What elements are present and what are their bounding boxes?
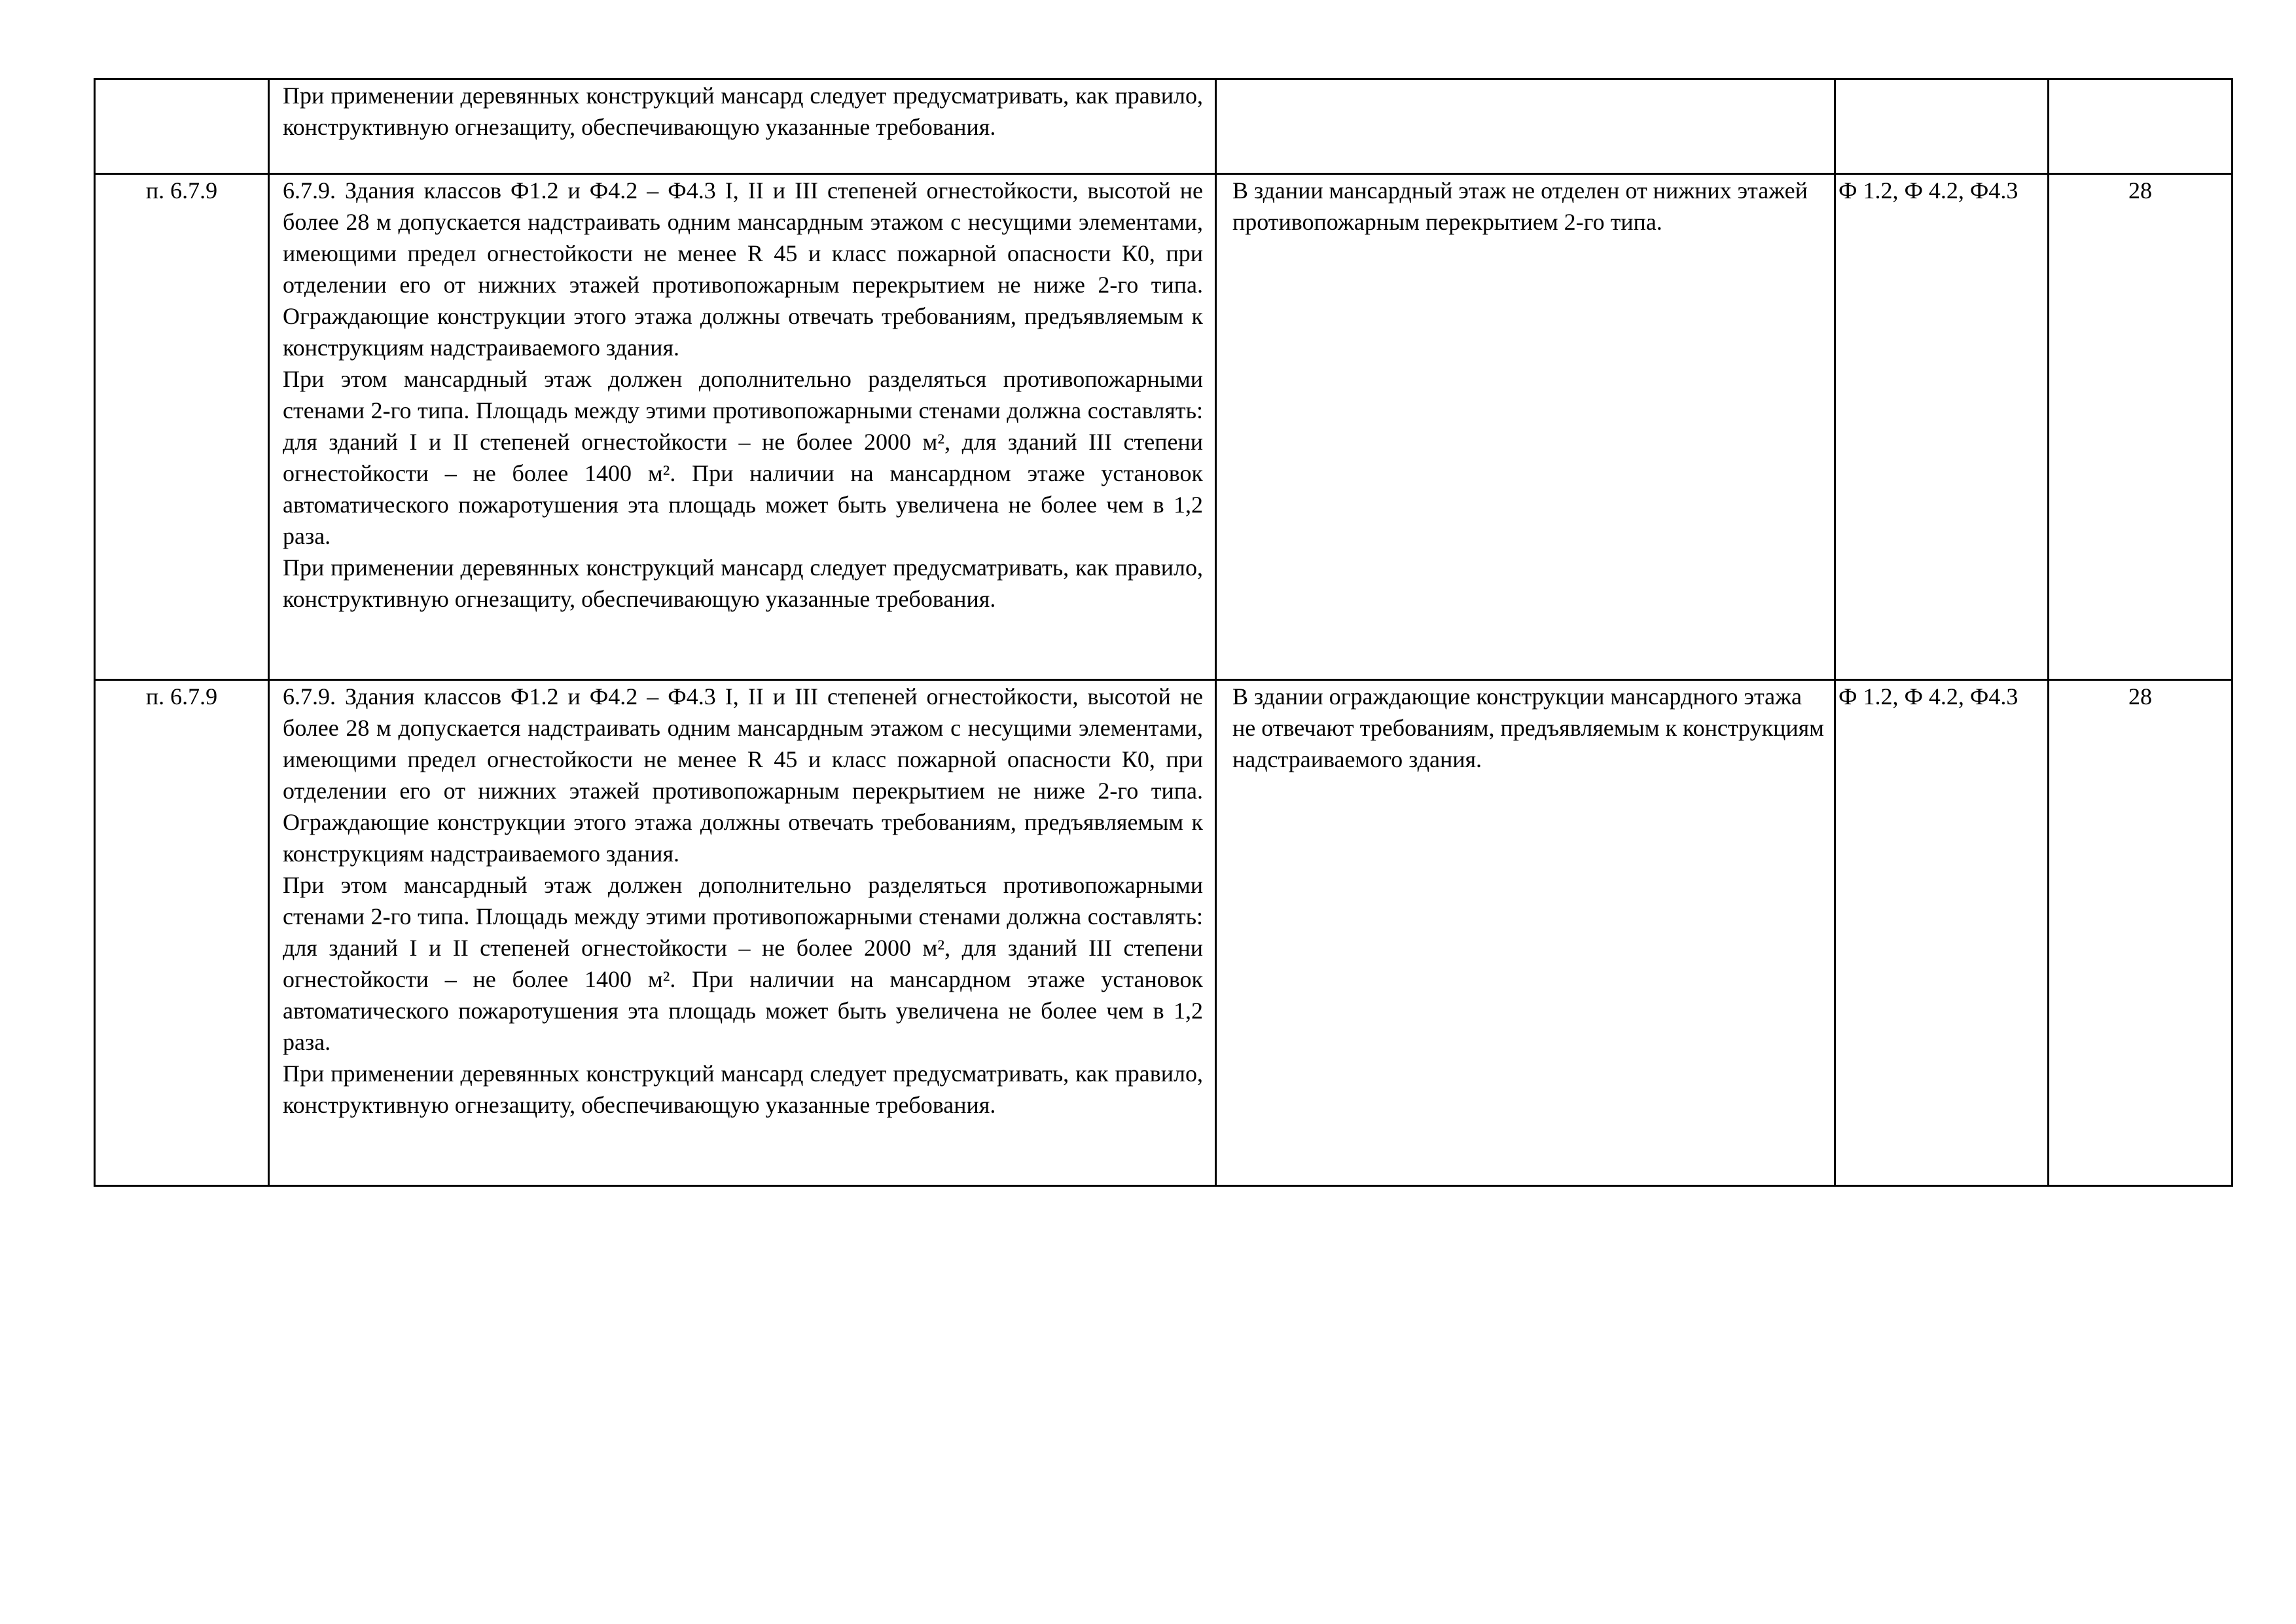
ref-cell: п. 6.7.9	[95, 174, 269, 680]
requirement-cell	[269, 174, 1216, 680]
classes-cell: Ф 1.2, Ф 4.2, Ф4.3	[1835, 680, 2049, 1186]
classes-cell: Ф 1.2, Ф 4.2, Ф4.3	[1835, 174, 2049, 680]
classes-cell	[1835, 79, 2049, 174]
table-body	[95, 79, 2233, 1186]
requirement-paragraph: При применении деревянных конструкций мансард следует предусматривать, как правило, конструктивную огнезащиту, обеспечивающую указанные требования.	[283, 1060, 1203, 1118]
violation-cell	[1216, 79, 1835, 174]
table-row	[95, 79, 2233, 174]
violation-cell: В здании мансардный этаж не отделен от нижних этажей противопожарным перекрытием 2-го типа.	[1216, 174, 1835, 680]
number-cell: 28	[2049, 174, 2233, 680]
table-row	[95, 680, 2233, 1186]
requirement-paragraph: При применении деревянных конструкций мансард следует предусматривать, как правило, конструктивную огнезащиту, обеспечивающую указанные требования.	[283, 554, 1203, 612]
table-row	[95, 174, 2233, 680]
violation-cell: В здании ограждающие конструкции мансардного этажа не отвечают требованиям, предъявляемым к конструкциям надстраиваемого здания.	[1216, 680, 1835, 1186]
ref-cell	[95, 79, 269, 174]
requirement-paragraph: При этом мансардный этаж должен дополнительно разделяться противопожарными стенами 2-го типа. Площадь между этими противопожарными стенами должна составлять: для зданий I и II степеней огнестойкости – не более 2000 м², для зданий III степени огнестойкости – не более 1400 м². При наличии на мансардном этаже установок автоматического пожаротушения эта площадь может быть увеличена не более чем в 1,2 раза.	[283, 366, 1203, 549]
number-cell: 28	[2049, 680, 2233, 1186]
ref-cell: п. 6.7.9	[95, 680, 269, 1186]
requirement-cell	[269, 680, 1216, 1186]
requirement-cell	[269, 79, 1216, 174]
requirement-paragraph: При применении деревянных конструкций мансард следует предусматривать, как правило, конструктивную огнезащиту, обеспечивающую указанные требования.	[283, 82, 1203, 140]
requirement-paragraph: 6.7.9. Здания классов Ф1.2 и Ф4.2 – Ф4.3 I, II и III степеней огнестойкости, высотой не более 28 м допускается надстраивать одним мансардным этажом с несущими элементами, имеющими предел огнестойкости не менее R 45 и класс пожарной опасности К0, при отделении его от нижних этажей противопожарным перекрытием не ниже 2-го типа. Ограждающие конструкции этого этажа должны отвечать требованиям, предъявляемым к конструкциям надстраиваемого здания.	[283, 683, 1203, 867]
number-cell	[2049, 79, 2233, 174]
requirements-table	[94, 78, 2233, 1187]
requirement-paragraph: При этом мансардный этаж должен дополнительно разделяться противопожарными стенами 2-го типа. Площадь между этими противопожарными стенами должна составлять: для зданий I и II степеней огнестойкости – не более 2000 м², для зданий III степени огнестойкости – не более 1400 м². При наличии на мансардном этаже установок автоматического пожаротушения эта площадь может быть увеличена не более чем в 1,2 раза.	[283, 872, 1203, 1055]
requirement-paragraph: 6.7.9. Здания классов Ф1.2 и Ф4.2 – Ф4.3 I, II и III степеней огнестойкости, высотой не более 28 м допускается надстраивать одним мансардным этажом с несущими элементами, имеющими предел огнестойкости не менее R 45 и класс пожарной опасности К0, при отделении его от нижних этажей противопожарным перекрытием не ниже 2-го типа. Ограждающие конструкции этого этажа должны отвечать требованиям, предъявляемым к конструкциям надстраиваемого здания.	[283, 177, 1203, 361]
